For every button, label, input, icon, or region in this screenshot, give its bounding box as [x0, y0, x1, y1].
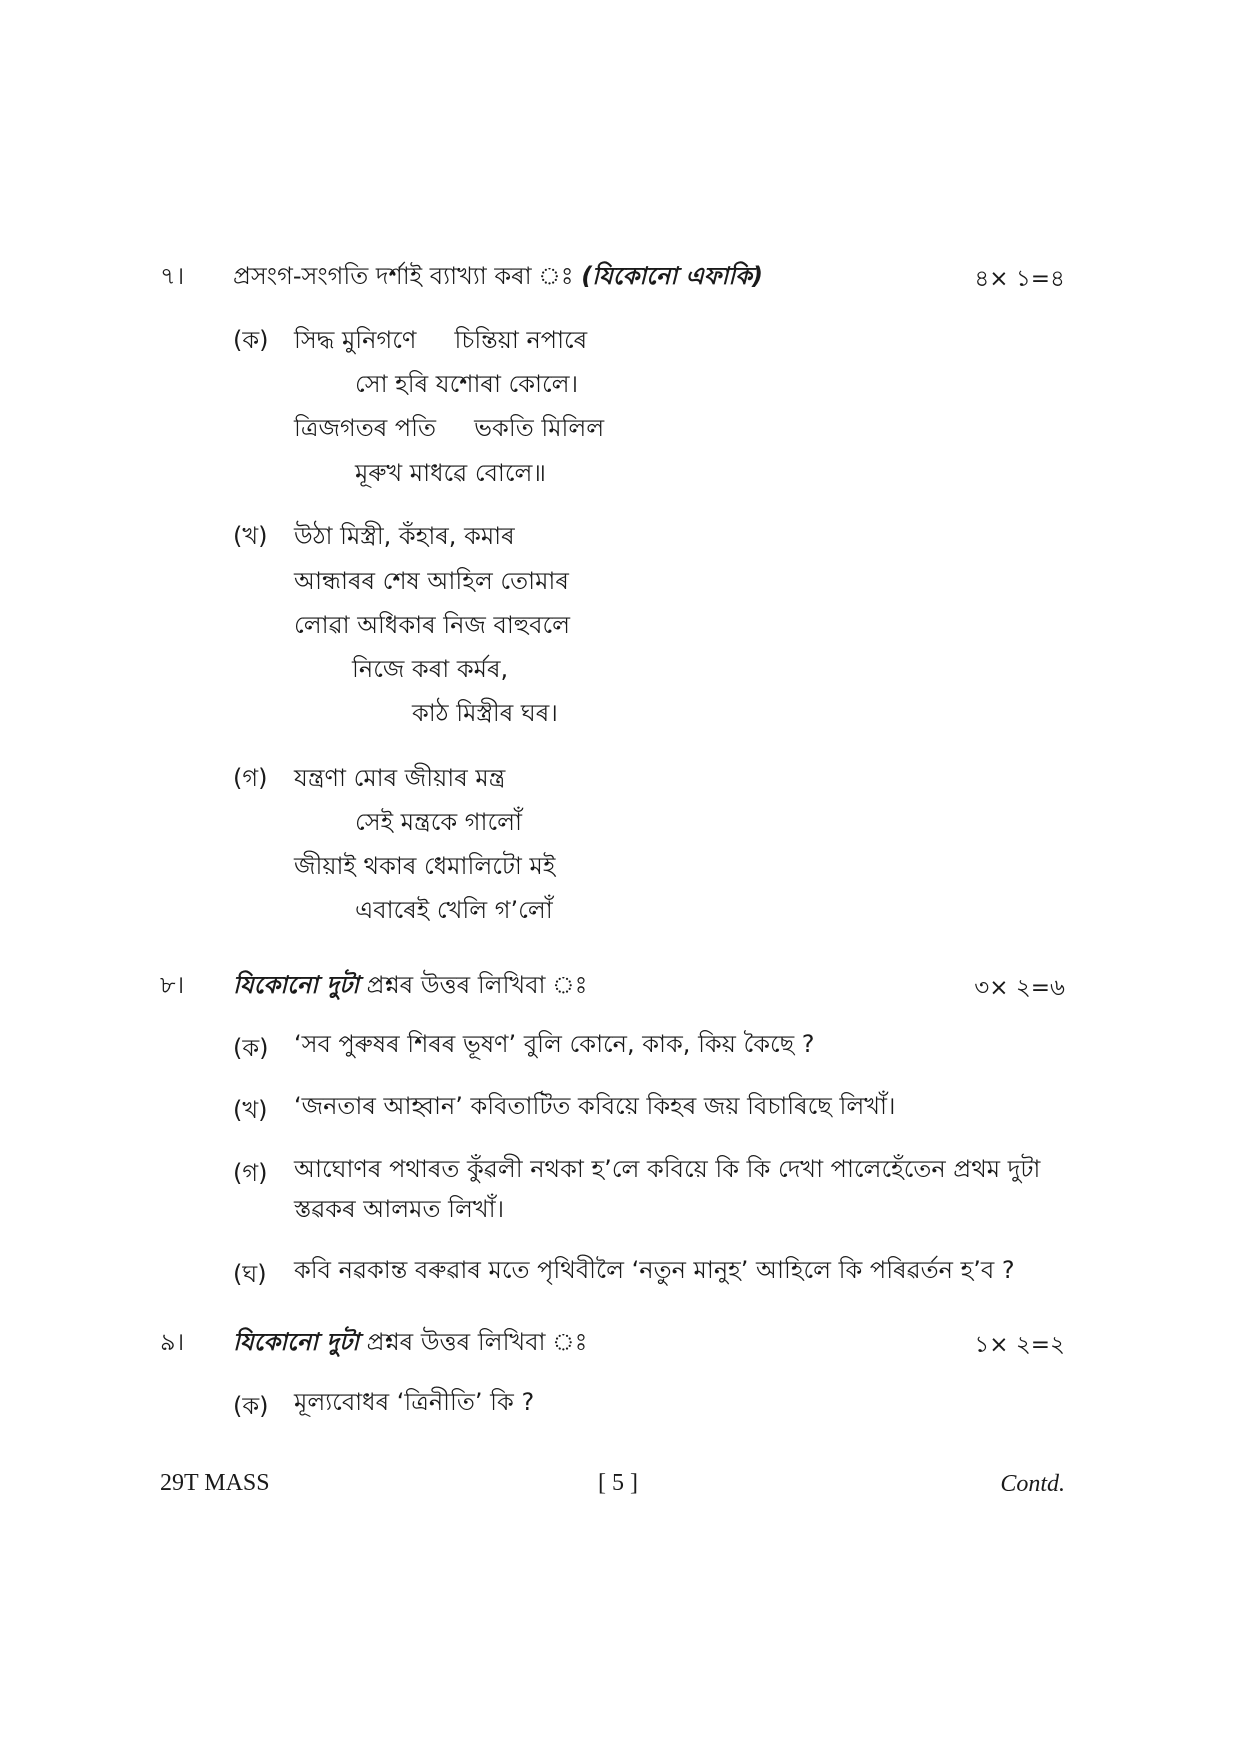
question-8-prompt: প্ৰশ্নৰ উত্তৰ লিখিবা ঃ — [366, 971, 588, 999]
q7-part-c-line: জীয়াই থকাৰ ধেমালিটো মই — [294, 852, 556, 880]
question-7-marks: ৪× ১=৪ — [974, 266, 1065, 292]
page-number: [ 5 ] — [598, 1470, 638, 1496]
q8-part-c-text: আঘোণৰ পথাৰত কুঁৱলী নথকা হ’লে কবিয়ে কি কি দেখা পালেহেঁতেন প্ৰথম দুটা স্তৱকৰ আলমত লিখাঁ। — [294, 1155, 1041, 1223]
q8-part-d-label: (ঘ) — [233, 1260, 267, 1288]
question-8-number: ৮। — [160, 971, 185, 999]
q7-part-c-line: যন্ত্ৰণা মোৰ জীয়াৰ মন্ত্ৰ — [294, 764, 506, 792]
question-9-prompt: প্ৰশ্নৰ উত্তৰ লিখিবা ঃ — [366, 1328, 588, 1356]
q7-part-a-line: মূৰুখ মাধৱে বোলে॥ — [355, 459, 546, 487]
question-9-number: ৯। — [160, 1328, 185, 1356]
q7-part-c-label: (গ) — [233, 764, 268, 792]
q7-part-c-line: এবাৰেই খেলি গ’লোঁ — [355, 896, 553, 924]
question-8-instruction: যিকোনো দুটা — [233, 971, 360, 999]
question-9-instruction: যিকোনো দুটা — [233, 1328, 360, 1356]
q8-part-b-label: (খ) — [233, 1096, 268, 1124]
question-9-marks: ১× ২=২ — [974, 1332, 1065, 1358]
q8-part-b-text: ‘জনতাৰ আহ্বান’ কবিতাটিত কবিয়ে কিহৰ জয় বিচাৰিছে লিখাঁ। — [294, 1092, 896, 1120]
q7-part-c-line: সেই মন্ত্ৰকে গালোঁ — [355, 808, 522, 836]
question-7-text — [233, 258, 763, 298]
question-9-text — [233, 1324, 587, 1364]
q7-part-b-line: কাঠ মিস্ত্ৰীৰ ঘৰ। — [412, 699, 558, 727]
q8-part-c-label: (গ) — [233, 1159, 268, 1187]
q9-part-a-text: মূল্যবোধৰ ‘ত্ৰিনীতি’ কি ? — [294, 1388, 535, 1416]
question-8-text — [233, 967, 587, 1007]
q9-part-a-label: (ক) — [233, 1392, 269, 1420]
question-8-marks: ৩× ২=৬ — [974, 975, 1065, 1001]
q7-part-a-line: সিদ্ধ মুনিগণে চিন্তিয়া নপাৰে — [294, 326, 588, 354]
paper-code: 29T MASS — [160, 1470, 270, 1496]
q7-part-a-line: সো হৰি যশোৰা কোলে। — [355, 370, 579, 398]
q8-part-a-text: ‘সব পুৰুষৰ শিৰৰ ভূষণ’ বুলি কোনে, কাক, কিয় কৈছে ? — [294, 1030, 815, 1058]
q7-part-b-line: উঠা মিস্ত্ৰী, কঁহাৰ, কমাৰ — [294, 522, 515, 550]
question-7-prompt: প্ৰসংগ-সংগতি দৰ্শাই ব্যাখ্যা কৰা ঃ — [233, 262, 574, 290]
q7-part-b-line: নিজে কৰা কৰ্মৰ, — [352, 655, 509, 683]
q8-part-a-label: (ক) — [233, 1034, 269, 1062]
q7-part-a-label: (ক) — [233, 326, 269, 354]
q7-part-b-label: (খ) — [233, 522, 268, 550]
q7-part-b-line: আন্ধাৰৰ শেষ আহিল তোমাৰ — [294, 567, 569, 595]
question-7-number: ৭। — [160, 262, 185, 290]
continued-label: Contd. — [1000, 1471, 1065, 1497]
q8-part-d-text: কবি নৱকান্ত বৰুৱাৰ মতে পৃথিবীলৈ ‘নতুন মানুহ’ আহিলে কি পৰিৱৰ্তন হ’ব ? — [294, 1256, 1015, 1284]
question-7-instruction: (যিকোনো এফাকি) — [581, 262, 763, 290]
q7-part-a-line: ত্ৰিজগতৰ পতি ভকতি মিলিল — [294, 414, 605, 442]
q7-part-b-line: লোৱা অধিকাৰ নিজ বাহুবলে — [294, 611, 571, 639]
